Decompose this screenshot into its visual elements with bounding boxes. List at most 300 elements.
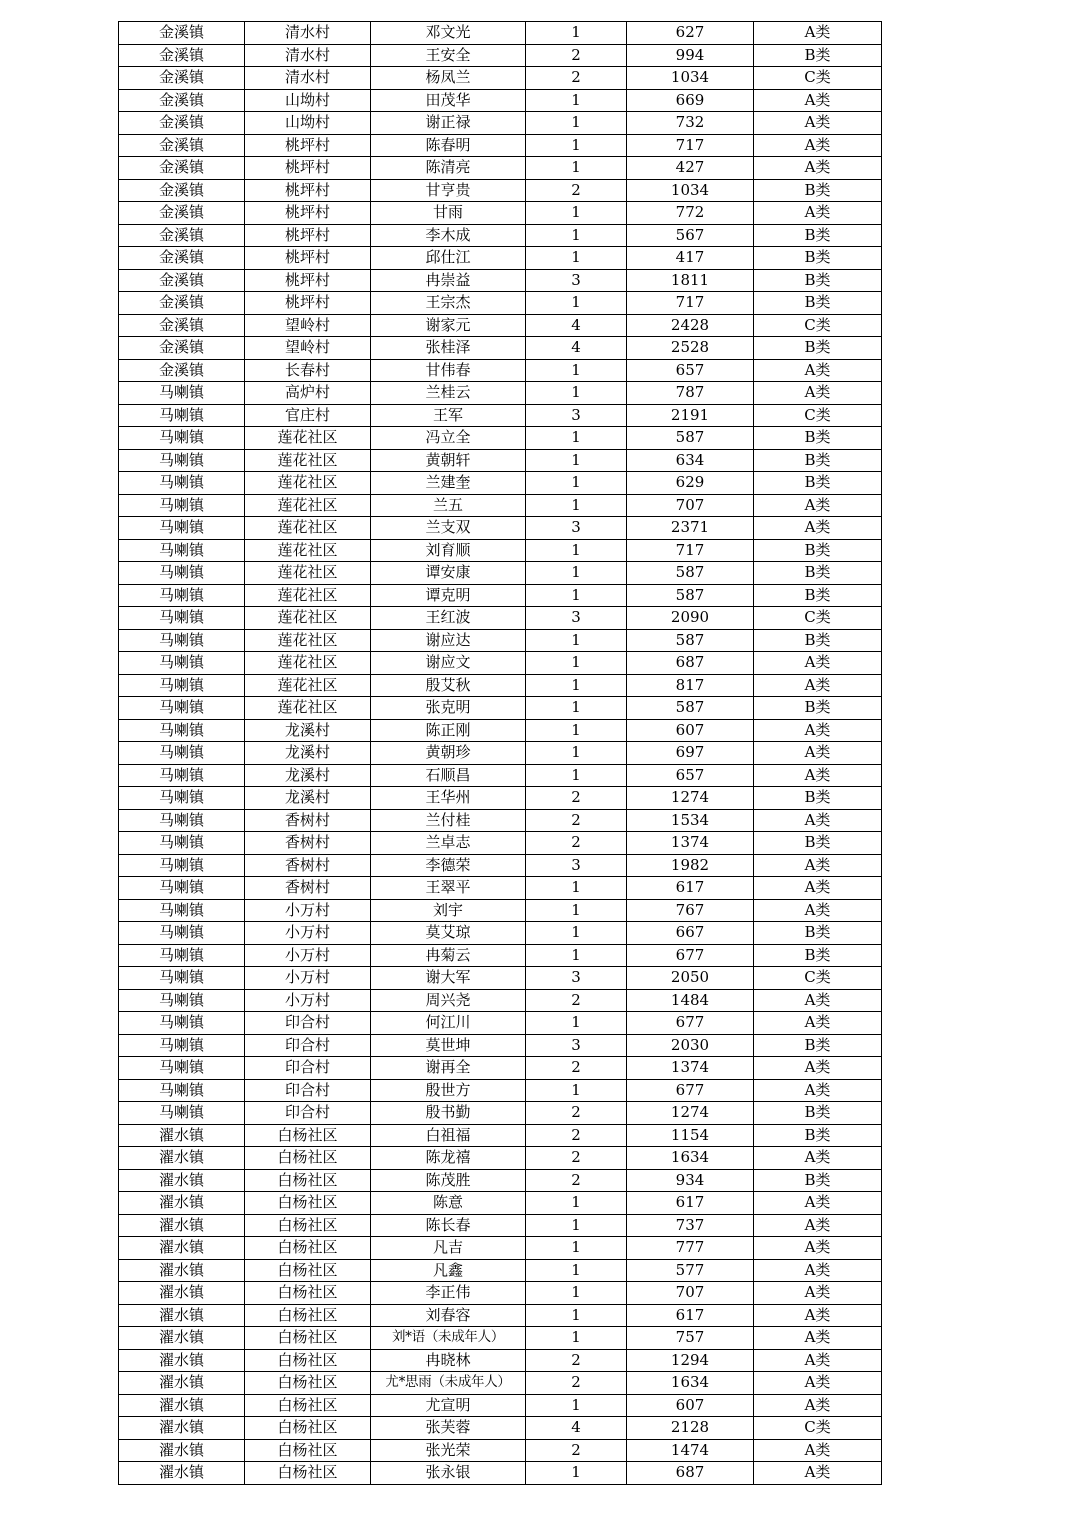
village-cell: 白杨社区 (245, 1147, 371, 1170)
table-row (119, 1349, 882, 1372)
town-cell: 金溪镇 (119, 89, 245, 112)
name-cell: 陈龙禧 (371, 1147, 526, 1170)
town-cell: 金溪镇 (119, 269, 245, 292)
household-size-cell: 3 (526, 967, 627, 990)
amount-cell: 587 (627, 427, 754, 450)
town-cell: 濯水镇 (119, 1349, 245, 1372)
amount-cell: 1374 (627, 832, 754, 855)
household-size-cell: 2 (526, 832, 627, 855)
amount-cell: 687 (627, 652, 754, 675)
category-cell: A类 (754, 1147, 882, 1170)
table-row (119, 202, 882, 225)
village-cell: 莲花社区 (245, 674, 371, 697)
amount-cell: 1982 (627, 854, 754, 877)
household-size-cell: 1 (526, 1462, 627, 1485)
category-cell: B类 (754, 1124, 882, 1147)
name-cell: 谭安康 (371, 562, 526, 585)
name-cell: 谢正禄 (371, 112, 526, 135)
amount-cell: 617 (627, 1304, 754, 1327)
town-cell: 马喇镇 (119, 1034, 245, 1057)
amount-cell: 567 (627, 224, 754, 247)
category-cell: B类 (754, 1034, 882, 1057)
household-size-cell: 2 (526, 44, 627, 67)
category-cell: B类 (754, 697, 882, 720)
household-size-cell: 2 (526, 1349, 627, 1372)
table-row (119, 607, 882, 630)
table-row (119, 1417, 882, 1440)
table-row (119, 877, 882, 900)
category-cell: C类 (754, 967, 882, 990)
table-row (119, 157, 882, 180)
town-cell: 马喇镇 (119, 517, 245, 540)
household-size-cell: 3 (526, 1034, 627, 1057)
table-row (119, 1282, 882, 1305)
category-cell: B类 (754, 179, 882, 202)
amount-cell: 1811 (627, 269, 754, 292)
name-cell: 白祖福 (371, 1124, 526, 1147)
village-cell: 莲花社区 (245, 629, 371, 652)
village-cell: 桃坪村 (245, 224, 371, 247)
household-size-cell: 1 (526, 292, 627, 315)
town-cell: 金溪镇 (119, 337, 245, 360)
household-size-cell: 1 (526, 224, 627, 247)
name-cell: 甘雨 (371, 202, 526, 225)
table-row (119, 292, 882, 315)
town-cell: 马喇镇 (119, 584, 245, 607)
household-size-cell: 2 (526, 989, 627, 1012)
amount-cell: 2128 (627, 1417, 754, 1440)
category-cell: A类 (754, 1259, 882, 1282)
village-cell: 莲花社区 (245, 584, 371, 607)
household-size-cell: 1 (526, 202, 627, 225)
household-size-cell: 1 (526, 562, 627, 585)
household-size-cell: 1 (526, 899, 627, 922)
town-cell: 濯水镇 (119, 1124, 245, 1147)
town-cell: 马喇镇 (119, 427, 245, 450)
table-row (119, 472, 882, 495)
name-cell: 冉崇益 (371, 269, 526, 292)
village-cell: 官庄村 (245, 404, 371, 427)
amount-cell: 687 (627, 1462, 754, 1485)
household-size-cell: 2 (526, 787, 627, 810)
village-cell: 印合村 (245, 1102, 371, 1125)
table-row (119, 629, 882, 652)
amount-cell: 772 (627, 202, 754, 225)
table-row (119, 359, 882, 382)
name-cell: 冉晓林 (371, 1349, 526, 1372)
village-cell: 白杨社区 (245, 1304, 371, 1327)
village-cell: 莲花社区 (245, 427, 371, 450)
name-cell: 邱仕江 (371, 247, 526, 270)
category-cell: A类 (754, 1237, 882, 1260)
name-cell: 陈茂胜 (371, 1169, 526, 1192)
amount-cell: 697 (627, 742, 754, 765)
table-row (119, 1012, 882, 1035)
amount-cell: 634 (627, 449, 754, 472)
category-cell: B类 (754, 1102, 882, 1125)
amount-cell: 817 (627, 674, 754, 697)
town-cell: 濯水镇 (119, 1169, 245, 1192)
name-cell: 冉菊云 (371, 944, 526, 967)
village-cell: 桃坪村 (245, 269, 371, 292)
household-size-cell: 3 (526, 607, 627, 630)
category-cell: B类 (754, 292, 882, 315)
town-cell: 濯水镇 (119, 1214, 245, 1237)
amount-cell: 657 (627, 764, 754, 787)
table-row (119, 1394, 882, 1417)
table-row (119, 112, 882, 135)
town-cell: 马喇镇 (119, 787, 245, 810)
village-cell: 莲花社区 (245, 697, 371, 720)
town-cell: 金溪镇 (119, 67, 245, 90)
table-row (119, 1169, 882, 1192)
amount-cell: 417 (627, 247, 754, 270)
village-cell: 望岭村 (245, 337, 371, 360)
village-cell: 莲花社区 (245, 494, 371, 517)
table-row (119, 1214, 882, 1237)
household-size-cell: 1 (526, 449, 627, 472)
category-cell: A类 (754, 1372, 882, 1395)
amount-cell: 617 (627, 1192, 754, 1215)
table-row (119, 989, 882, 1012)
table-row (119, 517, 882, 540)
village-cell: 桃坪村 (245, 134, 371, 157)
category-cell: A类 (754, 989, 882, 1012)
category-cell: A类 (754, 742, 882, 765)
town-cell: 马喇镇 (119, 494, 245, 517)
category-cell: A类 (754, 809, 882, 832)
household-size-cell: 1 (526, 89, 627, 112)
amount-cell: 607 (627, 1394, 754, 1417)
table-row (119, 67, 882, 90)
household-size-cell: 1 (526, 877, 627, 900)
table-row (119, 1057, 882, 1080)
town-cell: 濯水镇 (119, 1259, 245, 1282)
table-row (119, 1372, 882, 1395)
household-size-cell: 1 (526, 652, 627, 675)
town-cell: 马喇镇 (119, 1057, 245, 1080)
household-size-cell: 1 (526, 1394, 627, 1417)
name-cell: 兰五 (371, 494, 526, 517)
town-cell: 马喇镇 (119, 989, 245, 1012)
table-row (119, 382, 882, 405)
town-cell: 濯水镇 (119, 1439, 245, 1462)
name-cell: 李德荣 (371, 854, 526, 877)
village-cell: 白杨社区 (245, 1259, 371, 1282)
town-cell: 马喇镇 (119, 922, 245, 945)
amount-cell: 777 (627, 1237, 754, 1260)
village-cell: 莲花社区 (245, 517, 371, 540)
town-cell: 濯水镇 (119, 1147, 245, 1170)
village-cell: 小万村 (245, 967, 371, 990)
name-cell: 王安全 (371, 44, 526, 67)
category-cell: A类 (754, 1462, 882, 1485)
household-size-cell: 1 (526, 1259, 627, 1282)
household-size-cell: 3 (526, 269, 627, 292)
name-cell: 刘育顺 (371, 539, 526, 562)
category-cell: A类 (754, 157, 882, 180)
town-cell: 金溪镇 (119, 247, 245, 270)
town-cell: 金溪镇 (119, 292, 245, 315)
amount-cell: 677 (627, 1012, 754, 1035)
town-cell: 马喇镇 (119, 607, 245, 630)
household-size-cell: 1 (526, 1079, 627, 1102)
table-row (119, 854, 882, 877)
town-cell: 马喇镇 (119, 404, 245, 427)
amount-cell: 2428 (627, 314, 754, 337)
table-row (119, 584, 882, 607)
amount-cell: 2030 (627, 1034, 754, 1057)
town-cell: 马喇镇 (119, 382, 245, 405)
household-size-cell: 1 (526, 922, 627, 945)
category-cell: B类 (754, 269, 882, 292)
table-row (119, 1304, 882, 1327)
amount-cell: 677 (627, 944, 754, 967)
amount-cell: 629 (627, 472, 754, 495)
table-row (119, 539, 882, 562)
town-cell: 马喇镇 (119, 449, 245, 472)
village-cell: 桃坪村 (245, 157, 371, 180)
name-cell: 张光荣 (371, 1439, 526, 1462)
category-cell: A类 (754, 382, 882, 405)
village-cell: 印合村 (245, 1012, 371, 1035)
name-cell: 杨凤兰 (371, 67, 526, 90)
category-cell: B类 (754, 922, 882, 945)
category-cell: B类 (754, 584, 882, 607)
category-cell: A类 (754, 1304, 882, 1327)
amount-cell: 994 (627, 44, 754, 67)
amount-cell: 717 (627, 292, 754, 315)
household-size-cell: 2 (526, 1147, 627, 1170)
table-row (119, 697, 882, 720)
town-cell: 马喇镇 (119, 877, 245, 900)
household-size-cell: 1 (526, 697, 627, 720)
table-row (119, 674, 882, 697)
category-cell: A类 (754, 1079, 882, 1102)
amount-cell: 2371 (627, 517, 754, 540)
household-size-cell: 1 (526, 764, 627, 787)
name-cell: 陈清亮 (371, 157, 526, 180)
town-cell: 濯水镇 (119, 1237, 245, 1260)
amount-cell: 1274 (627, 787, 754, 810)
table-row (119, 1327, 882, 1350)
amount-cell: 934 (627, 1169, 754, 1192)
category-cell: B类 (754, 832, 882, 855)
town-cell: 金溪镇 (119, 314, 245, 337)
table-row (119, 832, 882, 855)
category-cell: C类 (754, 404, 882, 427)
table-row (119, 1102, 882, 1125)
category-cell: A类 (754, 517, 882, 540)
name-cell: 甘亨贵 (371, 179, 526, 202)
name-cell: 黄朝轩 (371, 449, 526, 472)
assistance-roster-table (118, 21, 882, 1485)
amount-cell: 717 (627, 539, 754, 562)
category-cell: A类 (754, 899, 882, 922)
household-size-cell: 2 (526, 1372, 627, 1395)
category-cell: A类 (754, 1192, 882, 1215)
village-cell: 白杨社区 (245, 1124, 371, 1147)
amount-cell: 427 (627, 157, 754, 180)
category-cell: B类 (754, 427, 882, 450)
name-cell: 刘宇 (371, 899, 526, 922)
table-row (119, 922, 882, 945)
table-row (119, 719, 882, 742)
household-size-cell: 3 (526, 854, 627, 877)
amount-cell: 757 (627, 1327, 754, 1350)
table-row (119, 1147, 882, 1170)
category-cell: C类 (754, 314, 882, 337)
village-cell: 白杨社区 (245, 1237, 371, 1260)
town-cell: 马喇镇 (119, 629, 245, 652)
name-cell: 张桂泽 (371, 337, 526, 360)
village-cell: 龙溪村 (245, 787, 371, 810)
village-cell: 印合村 (245, 1079, 371, 1102)
town-cell: 濯水镇 (119, 1192, 245, 1215)
amount-cell: 1294 (627, 1349, 754, 1372)
name-cell: 黄朝珍 (371, 742, 526, 765)
amount-cell: 607 (627, 719, 754, 742)
category-cell: B类 (754, 472, 882, 495)
name-cell: 石顺昌 (371, 764, 526, 787)
amount-cell: 669 (627, 89, 754, 112)
name-cell: 兰桂云 (371, 382, 526, 405)
name-cell: 凡吉 (371, 1237, 526, 1260)
table-row (119, 1079, 882, 1102)
village-cell: 白杨社区 (245, 1372, 371, 1395)
village-cell: 望岭村 (245, 314, 371, 337)
table-row (119, 224, 882, 247)
amount-cell: 1474 (627, 1439, 754, 1462)
table-row (119, 809, 882, 832)
household-size-cell: 1 (526, 427, 627, 450)
household-size-cell: 2 (526, 1057, 627, 1080)
table-row (119, 1192, 882, 1215)
household-size-cell: 1 (526, 742, 627, 765)
category-cell: A类 (754, 359, 882, 382)
amount-cell: 657 (627, 359, 754, 382)
amount-cell: 2528 (627, 337, 754, 360)
household-size-cell: 1 (526, 134, 627, 157)
category-cell: B类 (754, 44, 882, 67)
town-cell: 马喇镇 (119, 967, 245, 990)
name-cell: 陈正刚 (371, 719, 526, 742)
household-size-cell: 1 (526, 674, 627, 697)
category-cell: A类 (754, 1439, 882, 1462)
name-cell: 张芙蓉 (371, 1417, 526, 1440)
amount-cell: 707 (627, 494, 754, 517)
category-cell: C类 (754, 67, 882, 90)
name-cell: 谭克明 (371, 584, 526, 607)
name-cell: 陈意 (371, 1192, 526, 1215)
town-cell: 马喇镇 (119, 944, 245, 967)
amount-cell: 767 (627, 899, 754, 922)
village-cell: 莲花社区 (245, 472, 371, 495)
village-cell: 莲花社区 (245, 449, 371, 472)
table-row (119, 247, 882, 270)
name-cell: 张克明 (371, 697, 526, 720)
household-size-cell: 3 (526, 517, 627, 540)
household-size-cell: 1 (526, 1304, 627, 1327)
town-cell: 金溪镇 (119, 134, 245, 157)
table-row (119, 764, 882, 787)
name-cell: 殷书勤 (371, 1102, 526, 1125)
village-cell: 桃坪村 (245, 292, 371, 315)
table-row (119, 742, 882, 765)
village-cell: 高炉村 (245, 382, 371, 405)
village-cell: 龙溪村 (245, 764, 371, 787)
category-cell: A类 (754, 1394, 882, 1417)
name-cell: 谢应达 (371, 629, 526, 652)
table-row (119, 652, 882, 675)
table-row (119, 562, 882, 585)
name-cell: 李正伟 (371, 1282, 526, 1305)
village-cell: 桃坪村 (245, 179, 371, 202)
name-cell: 冯立全 (371, 427, 526, 450)
household-size-cell: 1 (526, 247, 627, 270)
village-cell: 山坳村 (245, 89, 371, 112)
category-cell: B类 (754, 247, 882, 270)
town-cell: 马喇镇 (119, 1079, 245, 1102)
table-row (119, 22, 882, 45)
table-row (119, 134, 882, 157)
category-cell: A类 (754, 854, 882, 877)
name-cell: 兰付桂 (371, 809, 526, 832)
household-size-cell: 1 (526, 1214, 627, 1237)
name-cell: 田茂华 (371, 89, 526, 112)
name-cell: 何江川 (371, 1012, 526, 1035)
table-row (119, 269, 882, 292)
household-size-cell: 1 (526, 629, 627, 652)
table-row (119, 314, 882, 337)
amount-cell: 587 (627, 629, 754, 652)
town-cell: 马喇镇 (119, 562, 245, 585)
town-cell: 金溪镇 (119, 112, 245, 135)
amount-cell: 667 (627, 922, 754, 945)
name-cell: 刘春容 (371, 1304, 526, 1327)
town-cell: 马喇镇 (119, 809, 245, 832)
category-cell: A类 (754, 877, 882, 900)
village-cell: 莲花社区 (245, 539, 371, 562)
table-row (119, 89, 882, 112)
town-cell: 濯水镇 (119, 1462, 245, 1485)
category-cell: A类 (754, 22, 882, 45)
village-cell: 白杨社区 (245, 1282, 371, 1305)
town-cell: 马喇镇 (119, 1012, 245, 1035)
name-cell: 谢大军 (371, 967, 526, 990)
village-cell: 长春村 (245, 359, 371, 382)
category-cell: C类 (754, 607, 882, 630)
village-cell: 白杨社区 (245, 1327, 371, 1350)
table-row (119, 44, 882, 67)
table-row (119, 494, 882, 517)
name-cell: 邓文光 (371, 22, 526, 45)
village-cell: 清水村 (245, 67, 371, 90)
village-cell: 印合村 (245, 1034, 371, 1057)
town-cell: 金溪镇 (119, 224, 245, 247)
village-cell: 小万村 (245, 944, 371, 967)
household-size-cell: 1 (526, 1012, 627, 1035)
household-size-cell: 1 (526, 494, 627, 517)
village-cell: 白杨社区 (245, 1214, 371, 1237)
town-cell: 马喇镇 (119, 1102, 245, 1125)
village-cell: 清水村 (245, 22, 371, 45)
town-cell: 金溪镇 (119, 157, 245, 180)
amount-cell: 707 (627, 1282, 754, 1305)
town-cell: 金溪镇 (119, 22, 245, 45)
town-cell: 马喇镇 (119, 854, 245, 877)
name-cell: 兰支双 (371, 517, 526, 540)
